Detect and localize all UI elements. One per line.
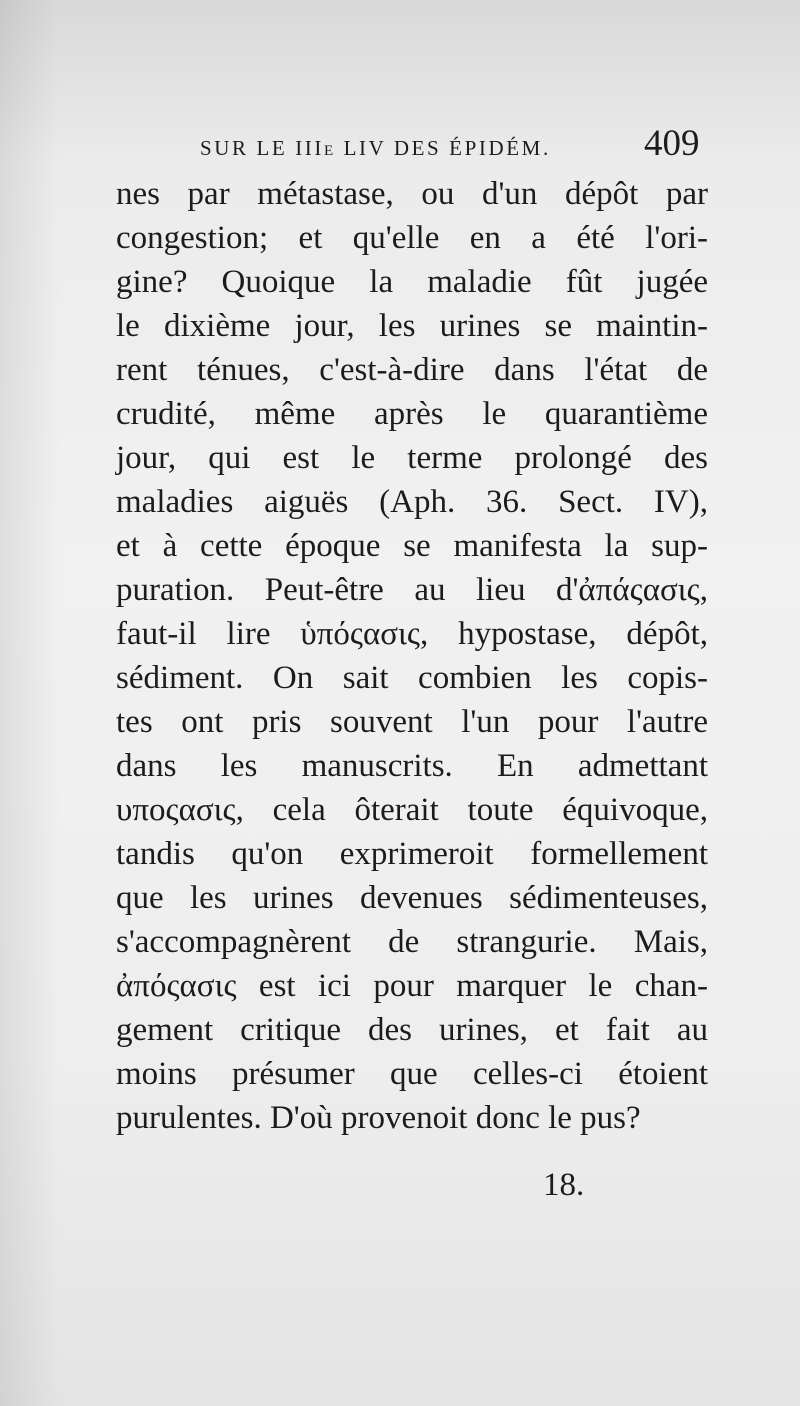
text-line: puration. Peut-être au lieu d'ἀπάςασις, (116, 572, 708, 608)
running-head: SUR LE IIIe LIV DES ÉPIDÉM. (200, 136, 551, 160)
text-line: tes ont pris souvent l'un pour l'autre (116, 704, 708, 740)
text-line: ἀπόςασις est ici pour marquer le chan- (116, 968, 708, 1004)
text-line: crudité, même après le quarantième (116, 396, 708, 432)
text-line: faut-il lire ὑπόςασις, hypostase, dépôt, (116, 616, 708, 652)
text-line: rent ténues, c'est-à-dire dans l'état de (116, 352, 708, 388)
text-line: υποςασις, cela ôterait toute équivoque, (116, 792, 708, 828)
page-header (200, 112, 720, 172)
text-line: congestion; et qu'elle en a été l'ori- (116, 220, 708, 256)
text-line: nes par métastase, ou d'un dépôt par (116, 176, 708, 212)
text-line: moins présumer que celles-ci étoient (116, 1056, 708, 1092)
page-number: 409 (644, 123, 700, 164)
text-line: sédiment. On sait combien les copis- (116, 660, 708, 696)
text-line: le dixième jour, les urines se maintin- (116, 308, 708, 344)
text-line: jour, qui est le terme prolongé des (116, 440, 708, 476)
text-line: tandis qu'on exprimeroit formellement (116, 836, 708, 872)
text-line: gine? Quoique la maladie fût jugée (116, 264, 708, 300)
body-text (116, 172, 708, 1140)
text-line: purulentes. D'où provenoit donc le pus? (116, 1100, 641, 1136)
signature-mark: 18. (543, 1167, 585, 1203)
text-line: maladies aiguës (Aph. 36. Sect. IV), (116, 484, 708, 520)
text-line: et à cette époque se manifesta la sup- (116, 528, 708, 564)
text-line: s'accompagnèrent de strangurie. Mais, (116, 924, 708, 960)
text-line: dans les manuscrits. En admettant (116, 748, 708, 784)
text-line: gement critique des urines, et fait au (116, 1012, 708, 1048)
text-line: que les urines devenues sédimenteuses, (116, 880, 708, 916)
